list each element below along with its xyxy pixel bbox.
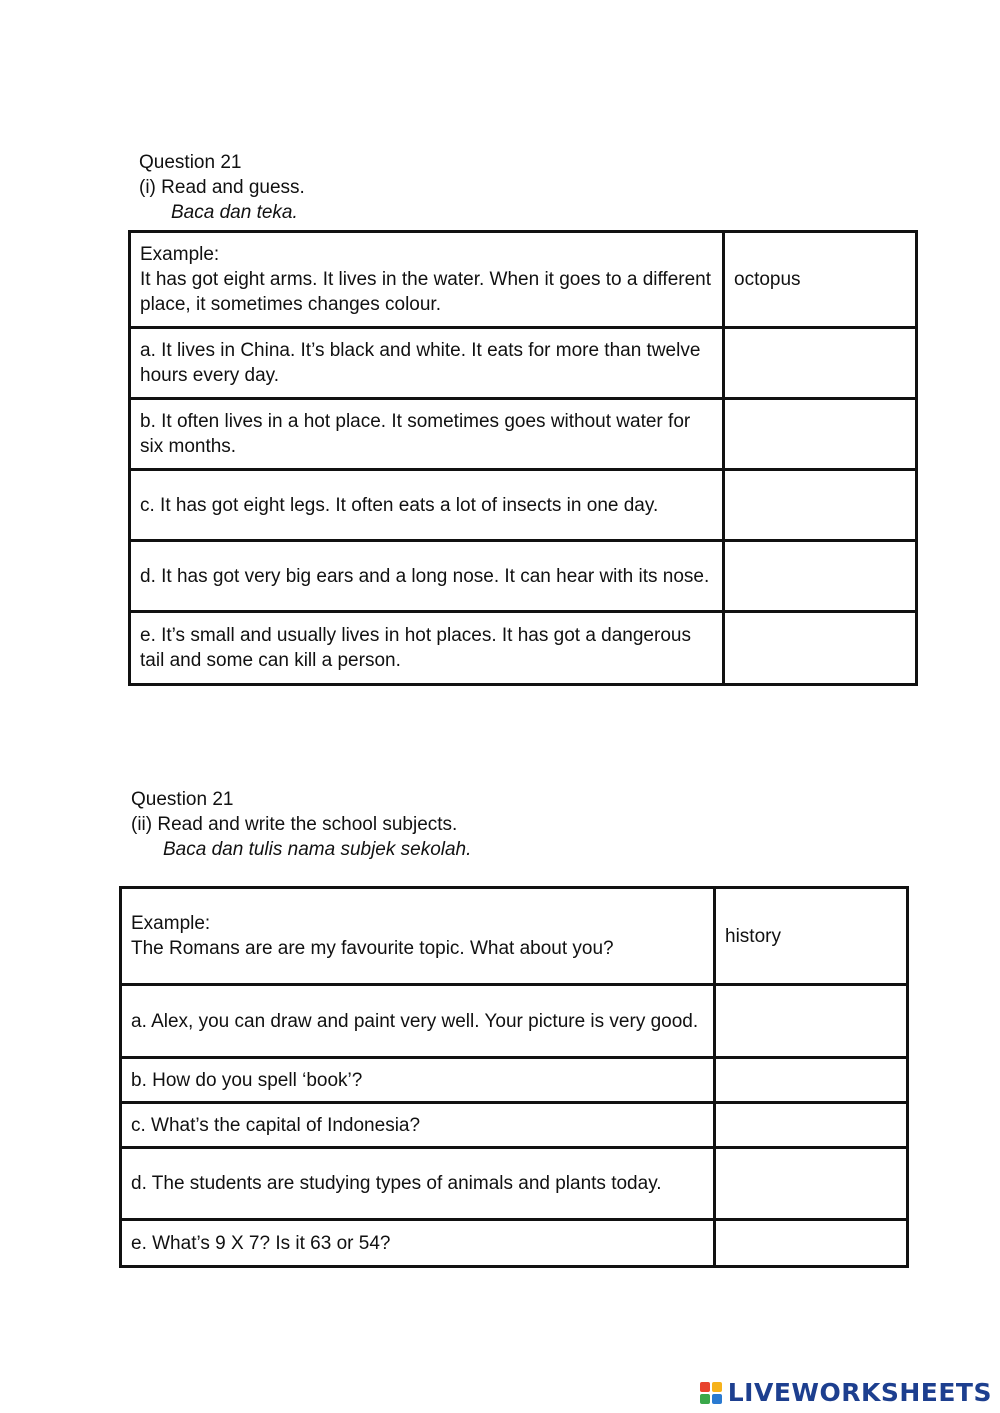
- table-row: [121, 985, 908, 1058]
- question-prompt: b. It often lives in a hot place. It sometimes goes without water for six months.: [130, 399, 724, 470]
- question-prompt: c. What’s the capital of Indonesia?: [121, 1103, 715, 1148]
- example-prompt: [121, 888, 715, 985]
- table-row-example: [130, 232, 917, 328]
- example-label: Example:: [131, 913, 211, 934]
- logo-text: LIVEWORKSHEETS: [727, 1378, 992, 1407]
- section2-header: [131, 787, 471, 862]
- logo-mark-square: [700, 1394, 710, 1404]
- table-row: [130, 328, 917, 399]
- table-row: [121, 1103, 908, 1148]
- example-answer: octopus: [724, 232, 917, 328]
- question-prompt: b. How do you spell ‘book’?: [121, 1058, 715, 1103]
- section1-header: [139, 150, 305, 225]
- answer-cell[interactable]: [724, 612, 917, 685]
- logo-mark-square: [712, 1394, 722, 1404]
- guess-table: [128, 230, 918, 686]
- logo-mark-icon: [700, 1382, 722, 1404]
- answer-cell[interactable]: [715, 1220, 908, 1267]
- question-translation: Baca dan teka.: [171, 202, 298, 223]
- answer-cell[interactable]: [715, 1148, 908, 1220]
- example-label: Example:: [140, 244, 220, 265]
- logo-mark-square: [712, 1382, 722, 1392]
- answer-cell[interactable]: [724, 470, 917, 541]
- table-row: [130, 612, 917, 685]
- question-instruction: (i) Read and guess.: [139, 177, 305, 198]
- table-row: [130, 541, 917, 612]
- table-row: [121, 1058, 908, 1103]
- answer-cell[interactable]: [715, 985, 908, 1058]
- logo-mark-square: [700, 1382, 710, 1392]
- question-prompt: d. The students are studying types of animals and plants today.: [121, 1148, 715, 1220]
- table-row: [130, 399, 917, 470]
- question-prompt: c. It has got eight legs. It often eats a lot of insects in one day.: [130, 470, 724, 541]
- question-prompt: a. It lives in China. It’s black and white. It eats for more than twelve hours every day.: [130, 328, 724, 399]
- table-row-example: [121, 888, 908, 985]
- question-prompt: a. Alex, you can draw and paint very well. Your picture is very good.: [121, 985, 715, 1058]
- example-answer: history: [715, 888, 908, 985]
- answer-cell[interactable]: [715, 1058, 908, 1103]
- answer-cell[interactable]: [724, 328, 917, 399]
- table-row: [130, 470, 917, 541]
- question-instruction: (ii) Read and write the school subjects.: [131, 814, 458, 835]
- example-text: It has got eight arms. It lives in the water. When it goes to a different place, it sometimes changes colour.: [140, 269, 712, 315]
- answer-cell[interactable]: [724, 541, 917, 612]
- answer-cell[interactable]: [724, 399, 917, 470]
- subjects-table: [119, 886, 909, 1268]
- question-prompt: e. What’s 9 X 7? Is it 63 or 54?: [121, 1220, 715, 1267]
- example-text: The Romans are are my favourite topic. What about you?: [131, 938, 614, 959]
- question-prompt: e. It’s small and usually lives in hot places. It has got a dangerous tail and some can kill a person.: [130, 612, 724, 685]
- question-translation: Baca dan tulis nama subjek sekolah.: [163, 839, 472, 860]
- liveworksheets-logo: [700, 1378, 992, 1407]
- question-title: Question 21: [139, 152, 242, 173]
- example-prompt: [130, 232, 724, 328]
- answer-cell[interactable]: [715, 1103, 908, 1148]
- question-title: Question 21: [131, 789, 234, 810]
- table-row: [121, 1148, 908, 1220]
- question-prompt: d. It has got very big ears and a long nose. It can hear with its nose.: [130, 541, 724, 612]
- table-row: [121, 1220, 908, 1267]
